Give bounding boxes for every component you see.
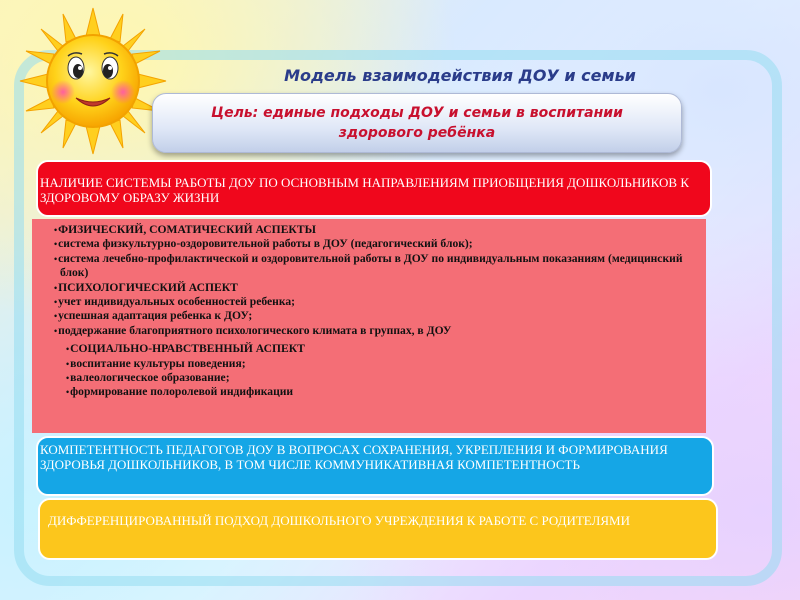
system-work-box: НАЛИЧИЕ СИСТЕМЫ РАБОТЫ ДОУ ПО ОСНОВНЫМ НАПРАВЛЕНИЯМ ПРИОБЩЕНИЯ ДОШКОЛЬНИКОВ К ЗДОРОВОМУ ОБРАЗУ ЖИЗНИ [36,160,712,217]
physical-aspect-heading: • ФИЗИЧЕСКИЙ, СОМАТИЧЕСКИЙ АСПЕКТЫ [54,223,706,237]
list-item: • воспитание культуры поведения; [66,357,706,371]
page-title: Модель взаимодействия ДОУ и семьи [284,66,636,85]
list-item: • учет индивидуальных особенностей ребенка; [54,295,706,309]
differentiated-approach-box: ДИФФЕРЕНЦИРОВАННЫЙ ПОДХОД ДОШКОЛЬНОГО УЧРЕЖДЕНИЯ К РАБОТЕ С РОДИТЕЛЯМИ [38,498,718,560]
list-item: • валеологическое образование; [66,371,706,385]
list-item: • успешная адаптация ребенка к ДОУ; [54,309,706,323]
social-aspect-heading: • СОЦИАЛЬНО-НРАВСТВЕННЫЙ АСПЕКТ [66,342,706,356]
aspects-panel [32,219,706,433]
smiling-sun-icon [18,6,168,156]
list-item: • система физкультурно-оздоровительной работы в ДОУ (педагогический блок); [54,237,706,251]
list-item: • система лечебно-профилактической и оздоровительной работы в ДОУ по индивидуальным показаниям (медицинский блок) [54,252,706,281]
psych-aspect-heading: • ПСИХОЛОГИЧЕСКИЙ АСПЕКТ [54,281,706,295]
teacher-competence-box: КОМПЕТЕНТНОСТЬ ПЕДАГОГОВ ДОУ В ВОПРОСАХ СОХРАНЕНИЯ, УКРЕПЛЕНИЯ И ФОРМИРОВАНИЯ ЗДОРОВЬЯ ДОШКОЛЬНИКОВ, В ТОМ ЧИСЛЕ КОММУНИКАТИВНАЯ КОМПЕТЕНТНОСТЬ [36,436,714,496]
list-item: • поддержание благоприятного психологического климата в группах, в ДОУ [54,324,706,338]
goal-banner: Цель: единые подходы ДОУ и семьи в воспитании здорового ребёнка [152,93,682,153]
list-item: • формирование полоролевой индификации [66,385,706,399]
